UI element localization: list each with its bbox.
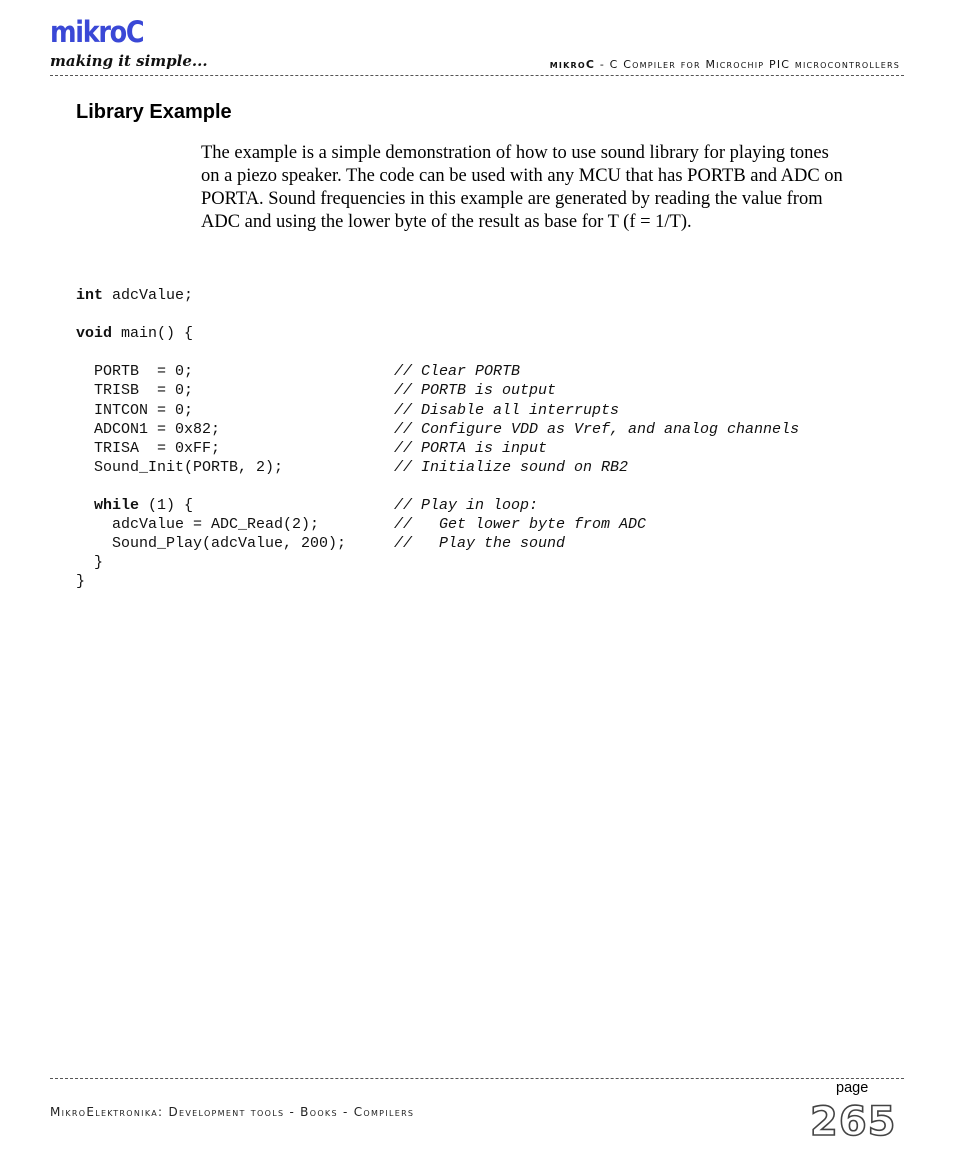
code-line — [76, 515, 647, 534]
code-statement: ADCON1 = 0x82; — [76, 420, 221, 438]
page-number: 265 — [810, 1099, 897, 1145]
header-title — [550, 59, 900, 70]
code-line — [76, 381, 557, 400]
code-listing — [76, 286, 800, 592]
code-comment: // Play the sound — [394, 535, 566, 553]
code-line — [76, 401, 620, 420]
code-statement: Sound_Init(PORTB, 2); — [76, 458, 284, 476]
code-comment: // Configure VDD as Vref, and analog channels — [394, 420, 800, 438]
code-statement: INTCON = 0; — [76, 401, 194, 419]
code-comment: // Play in loop: — [394, 497, 539, 515]
code-line — [76, 553, 346, 572]
code-comment: // PORTA is input — [394, 439, 548, 457]
header-divider — [50, 75, 904, 76]
footer-text: MikroElektronika: Development tools - Books - Compilers — [50, 1105, 415, 1119]
section-heading: Library Example — [76, 101, 232, 123]
code-line — [76, 343, 346, 362]
code-statement: adcValue; — [103, 287, 194, 304]
code-keyword: int — [76, 287, 104, 304]
code-line — [76, 324, 346, 343]
code-line — [76, 305, 346, 324]
code-comment: // Get lower byte from ADC — [394, 516, 647, 534]
code-line — [76, 362, 521, 381]
code-comment: // Clear PORTB — [394, 363, 521, 381]
code-line — [76, 286, 346, 305]
code-line — [76, 439, 548, 458]
code-comment: // PORTB is output — [394, 382, 557, 400]
code-line — [76, 420, 800, 439]
page-label: page — [836, 1080, 869, 1096]
header-title-rest: - C Compiler for Microchip PIC microcontrollers — [595, 58, 900, 71]
code-statement: adcValue = ADC_Read(2); — [76, 516, 320, 534]
code-statement: } — [76, 554, 104, 572]
logo: mikroC — [50, 15, 144, 49]
code-comment: // Initialize sound on RB2 — [394, 458, 629, 476]
code-statement: PORTB = 0; — [76, 363, 194, 381]
code-statement: TRISB = 0; — [76, 382, 194, 400]
code-line — [76, 572, 346, 591]
code-keyword: while — [76, 497, 140, 515]
code-statement: (1) { — [139, 497, 194, 515]
code-line — [76, 496, 539, 515]
code-statement: } — [76, 573, 86, 591]
header-brand: mikroC — [549, 58, 596, 71]
code-line — [76, 534, 566, 553]
code-statement: Sound_Play(adcValue, 200); — [76, 535, 347, 553]
intro-paragraph: The example is a simple demonstration of how to use sound library for playing tones on a piezo speaker. The code can be used with any MCU that has PORTB and ADC on PORTA. Sound frequencies in this example are generated by reading the value from ADC and using the lower byte of the result as base for T (f = 1/T). — [201, 143, 843, 232]
code-statement: main() { — [112, 325, 194, 343]
code-comment: // Disable all interrupts — [394, 401, 620, 419]
footer-divider — [50, 1078, 904, 1079]
tagline: making it simple... — [50, 52, 208, 70]
code-line — [76, 477, 346, 496]
code-line — [76, 458, 629, 477]
code-keyword: void — [76, 325, 113, 343]
code-statement: TRISA = 0xFF; — [76, 439, 221, 457]
